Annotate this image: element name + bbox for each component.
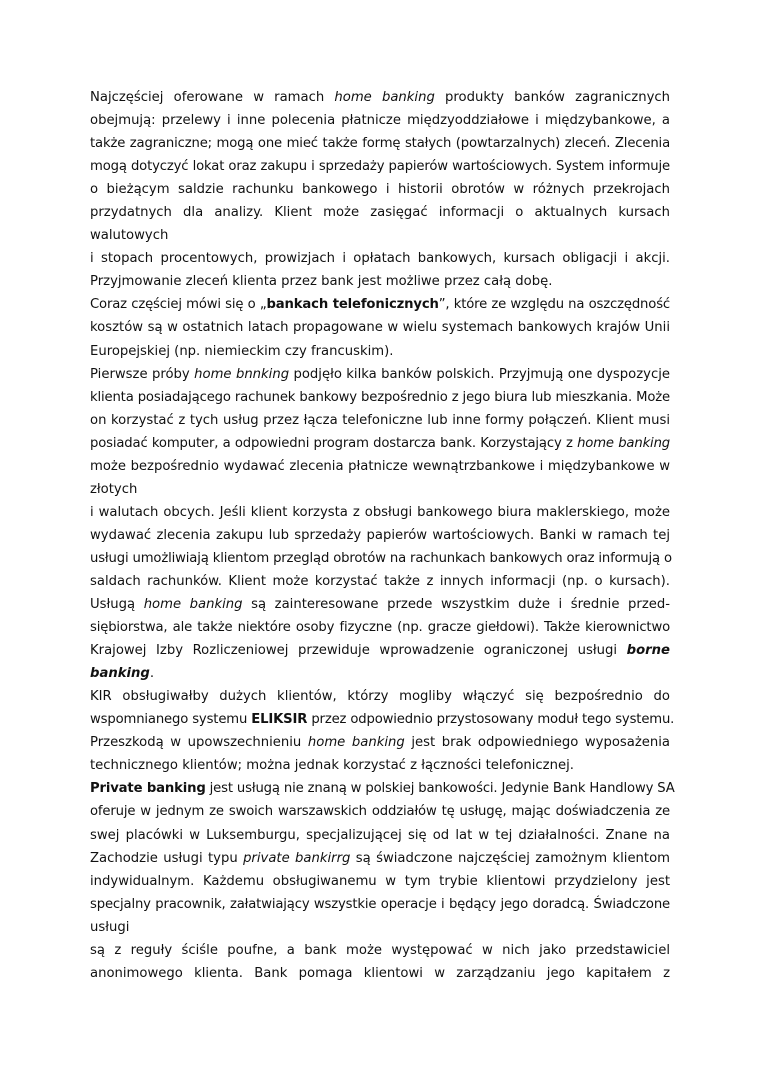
text-segment: Przeszkodą w upowszechnieniu	[90, 735, 308, 751]
text-segment: KIR obsługiwałby dużych klientów, którzy mogliby włączyć się bezpośrednio do	[90, 689, 670, 705]
text-segment: Zachodzie usługi typu	[90, 850, 244, 866]
text-segment: i stopach procentowych, prowizjach i opłatach bankowych, kursach obligacji i akcji.	[90, 251, 670, 267]
text-segment: mogą dotyczyć lokat oraz zakupu i sprzedaży papierów wartościowych. System informuje	[90, 159, 670, 175]
emphasized-text: private bankirrg	[243, 850, 351, 866]
text-line	[90, 293, 670, 316]
text-line	[90, 731, 670, 754]
text-segment: swej placówki w Luksemburgu, specjalizującej się od lat w tej działalności. Znane na	[90, 827, 670, 843]
emphasized-text: bankach telefonicznych	[266, 297, 439, 313]
text-line	[90, 363, 670, 386]
text-segment: wspomnianego systemu	[90, 712, 252, 728]
text-segment: posiadać komputer, a odpowiedni program dostarcza bank. Korzystający z	[90, 435, 578, 451]
text-segment: technicznego klientów; można jednak korzystać z łączności telefonicznej.	[90, 758, 574, 774]
text-line	[90, 916, 670, 939]
text-segment: siębiorstwa, ale także niektóre osoby fizyczne (np. gracze giełdowi). Także kierownictwo	[90, 620, 670, 636]
text-segment: usługi	[90, 919, 130, 935]
text-line	[90, 685, 670, 708]
text-line	[90, 501, 670, 524]
text-segment: specjalny pracownik, załatwiający wszystkie operacje i będący jego doradcą. Świadczone	[90, 896, 670, 912]
text-line	[90, 270, 670, 293]
text-segment: przydatnych dla analizy. Klient może zasięgać informacji o aktualnych kursach	[90, 205, 670, 221]
text-line	[90, 962, 670, 985]
text-segment: Coraz częściej mówi się o „	[90, 297, 267, 313]
text-segment: Europejskiej (np. niemieckim czy francuskim).	[90, 343, 394, 359]
text-segment: obejmują: przelewy i inne polecenia płatnicze międzyoddziałowe i międzybankowe, a	[90, 113, 670, 129]
text-segment: wydawać zlecenia zakupu lub sprzedaży papierów wartościowych. Banki w ramach tej	[90, 527, 670, 543]
text-line	[90, 386, 670, 409]
text-line	[90, 639, 670, 662]
text-segment: Przyjmowanie zleceń klienta przez bank jest możliwe przez całą dobę.	[90, 274, 553, 290]
text-line	[90, 847, 670, 870]
emphasized-text: borne	[626, 643, 670, 659]
text-line	[90, 662, 670, 685]
text-segment: jest brak odpowiedniego wyposażenia	[404, 735, 671, 751]
text-line	[90, 178, 670, 201]
text-line	[90, 316, 670, 339]
text-line	[90, 201, 670, 224]
text-segment: Najczęściej oferowane w ramach	[90, 90, 335, 105]
text-segment: walutowych	[90, 228, 169, 244]
text-line	[90, 340, 670, 363]
text-line	[90, 478, 670, 501]
text-segment: o bieżącym saldzie rachunku bankowego i historii obrotów w różnych przekrojach	[90, 182, 670, 198]
emphasized-text: ELIKSIR	[251, 712, 308, 728]
text-line	[90, 708, 675, 731]
text-segment: .	[149, 666, 155, 682]
emphasized-text: home bnnking	[194, 366, 290, 382]
text-segment: indywidualnym. Każdemu obsługiwanemu w tym trybie klientowi przydzielony jest	[90, 873, 670, 889]
text-line	[90, 824, 670, 847]
text-segment: jest usługą nie znaną w polskiej bankowości. Jedynie Bank Handlowy SA	[205, 781, 675, 797]
text-segment: są zainteresowane przede wszystkim duże i średnie przed-	[242, 597, 670, 613]
text-segment: klienta posiadającego rachunek bankowy bezpośrednio z jego biura lub mieszkania. Może	[90, 389, 670, 405]
text-segment: anonimowego klienta. Bank pomaga klientowi w zarządzaniu jego kapitałem z	[90, 965, 670, 981]
emphasized-text: banking	[90, 666, 150, 682]
text-segment: saldach rachunków. Klient może korzystać także z innych informacji (np. o kursach).	[90, 573, 670, 589]
text-segment: Usługą	[90, 597, 144, 613]
text-line	[90, 616, 670, 639]
text-line	[90, 109, 670, 132]
text-line	[90, 754, 670, 777]
text-line	[90, 455, 670, 478]
text-line	[90, 155, 670, 178]
text-segment: usługi umożliwiają klientom przegląd obrotów na rachunkach bankowych oraz informują o	[90, 550, 672, 566]
emphasized-text: home banking	[334, 90, 435, 105]
text-segment: produkty banków zagranicznych	[434, 90, 670, 105]
document-page	[90, 86, 675, 985]
text-segment: podjęło kilka banków polskich. Przyjmują one dyspozycje	[289, 366, 670, 382]
text-line	[90, 777, 675, 800]
text-segment: ”, które ze względu na oszczędność	[438, 297, 671, 313]
text-segment: Pierwsze próby	[90, 366, 195, 382]
text-line	[90, 939, 670, 962]
text-segment: Krajowej Izby Rozliczeniowej przewiduje wprowadzenie ograniczonej usługi	[90, 643, 627, 659]
text-segment: może bezpośrednio wydawać zlecenia płatnicze wewnątrzbankowe i międzybankowe w	[90, 458, 670, 474]
text-line	[90, 593, 670, 616]
text-segment: i walutach obcych. Jeśli klient korzysta z obsługi bankowego biura maklerskiego, może	[90, 504, 670, 520]
emphasized-text: home banking	[143, 597, 243, 613]
text-segment: oferuje w jednym ze swoich warszawskich oddziałów tę usługę, mając doświadczenia ze	[90, 804, 670, 820]
text-line	[90, 86, 670, 109]
text-segment: są świadczone najczęściej zamożnym klientom	[350, 850, 671, 866]
text-line	[90, 409, 670, 432]
text-segment: złotych	[90, 481, 138, 497]
text-line	[90, 132, 670, 155]
emphasized-text: home banking	[577, 435, 670, 451]
text-segment: także zagraniczne; mogą one mieć także formę stałych (powtarzalnych) zleceń. Zlecenia	[90, 136, 670, 152]
text-line	[90, 800, 670, 823]
text-line	[90, 524, 670, 547]
text-line	[90, 547, 670, 570]
text-line	[90, 247, 670, 270]
text-line	[90, 870, 670, 893]
text-segment: kosztów są w ostatnich latach propagowane w wielu systemach bankowych krajów Unii	[90, 320, 670, 336]
text-line	[90, 224, 670, 247]
text-line	[90, 893, 670, 916]
text-line	[90, 432, 670, 455]
emphasized-text: home banking	[307, 735, 405, 751]
emphasized-text: Private banking	[90, 781, 206, 797]
text-segment: przez odpowiednio przystosowany moduł tego systemu.	[307, 712, 675, 728]
text-segment: są z reguły ściśle poufne, a bank może występować w nich jako przedstawiciel	[90, 942, 670, 958]
text-line	[90, 570, 670, 593]
text-segment: on korzystać z tych usług przez łącza telefoniczne lub inne formy połączeń. Klient musi	[90, 412, 670, 428]
